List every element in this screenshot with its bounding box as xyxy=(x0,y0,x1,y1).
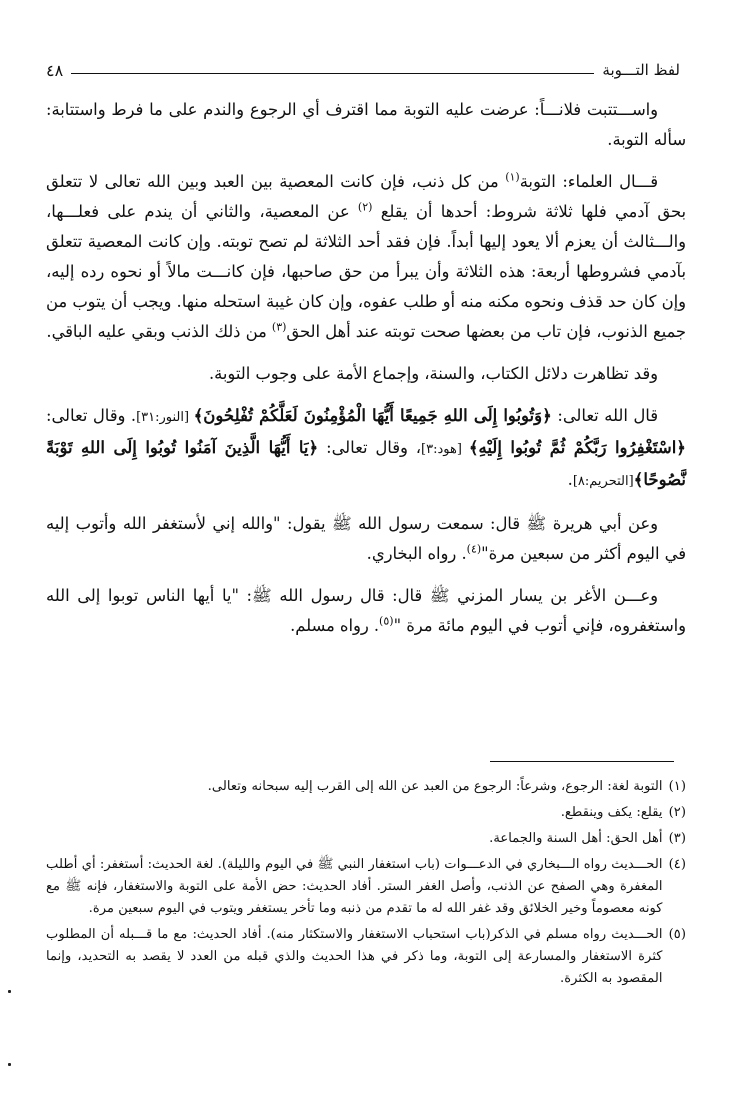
paragraph-scholars: قـــال العلماء: التوبة$^{(١)}$ من كل ذنب، فإن كانت المعصية بين العبد وبين الله تعالى لا تتعلق بحق آدمي فلها ثلاثة شروط: أحدها أن يقلع $^{(٢)}$ عن المعصية، والثاني أن يندم على فعلـــها، والـــثالث أن يعزم ألا يعود إليها أبداً. فإن فقد أحد الثلاثة لم تصح توبته. وإن كانت المعصية تتعلق بآدمي فشروطها أربعة: هذه الثلاثة وأن يبرأ من حق صاحبها، فإن كانـــت مالاً أو نحوه رده إليه، وإن كان حد قذف ونحوه مكنه منه أو طلب عفوه، وإن كان غيبة استحله منها. ويجب أن يتوب من جميع الذنوب، فإن تاب من بعضها صحت توبته عند أهل الحق$^{(٣)}$ من ذلك الذنب وبقي عليه الباقي. xyxy=(46,170,686,341)
scan-mark xyxy=(8,1063,11,1066)
ayah-tahrim: ﴿يَا أَيُّهَا الَّذِينَ آمَنُوا تُوبُوا إِلَى اللهِ تَوْبَةً نَّصُوحًا﴾ xyxy=(46,438,686,489)
ayah-hud: ﴿اسْتَغْفِرُوا رَبَّكُمْ ثُمَّ تُوبُوا إِلَيْهِ﴾ xyxy=(468,438,686,457)
footnote-text: أهل الحق: أهل السنة والجماعة. xyxy=(489,831,663,846)
paragraph-quran-verses: قال الله تعالى: ﴿وَتُوبُوا إِلَى اللهِ جَمِيعًا أَيُّهَا الْمُؤْمِنُونَ لَعَلَّكُمْ تُفْلِحُونَ﴾ [النور:٣١]. وقال تعالى: ﴿اسْتَغْفِرُوا رَبَّكُمْ ثُمَّ تُوبُوا إِلَيْهِ﴾ [هود:٣]، وقال تعالى: ﴿يَا أَيُّهَا الَّذِينَ آمَنُوا تُوبُوا إِلَى اللهِ تَوْبَةً نَّصُوحًا﴾[التحريم:٨]. xyxy=(46,406,686,489)
note-ref-3: (٣) xyxy=(271,320,287,334)
paragraph-hadith-abu-hurayra: وعن أبي هريرة ﷺ قال: سمعت رسول الله ﷺ يقول: "والله إني لأستغفر الله وأتوب إليه في اليوم أكثر من سبعين مرة"$^{(٤)}$. رواه البخاري. xyxy=(46,514,686,563)
footnote-item xyxy=(46,776,686,798)
footnote-text: الحـــديث رواه الـــبخاري في الدعـــوات (باب استغفار النبي ﷺ في اليوم والليلة). لغة الحديث: أستغفر: أي أطلب المغفرة وهي الصفح عن الذنب، وأصل الغفر الستر. أفاد الحديث: حض الأمة على التوبة والاستغفار، فإنه ﷺ مع كونه معصوماً وخير الخلائق وقد غفر الله له ما تقدم من ذنبه وما تأخر يستغفر ويتوب في اليوم سبعين مرة. xyxy=(46,857,663,916)
note-ref-2: (٢) xyxy=(357,200,373,214)
footnote-item xyxy=(46,828,686,850)
ayah-nur: ﴿وَتُوبُوا إِلَى اللهِ جَمِيعًا أَيُّهَا الْمُؤْمِنُونَ لَعَلَّكُمْ تُفْلِحُونَ﴾ xyxy=(193,406,552,425)
footnote-separator xyxy=(490,761,674,762)
paragraph-definition: واســـتتبت فلانـــاً: عرضت عليه التوبة مما اقترف أي الرجوع والندم على ما فرط واستتابة: سأله التوبة. xyxy=(46,100,686,149)
paragraph-evidence: وقد تظاهرت دلائل الكتاب، والسنة، وإجماع الأمة على وجوب التوبة. xyxy=(209,364,658,383)
scan-mark xyxy=(8,990,11,993)
page-header xyxy=(46,58,680,82)
footnotes xyxy=(46,776,686,994)
ref-hud: [هود:٣] xyxy=(421,442,469,457)
footnote-text: يقلع: يكف وينقطع. xyxy=(560,805,663,820)
header-rule xyxy=(71,73,594,74)
ref-tahrim: [التحريم:٨] xyxy=(572,474,634,489)
paragraph-hadith-aghar: وعـــن الأغر بن يسار المزني ﷺ قال: قال رسول الله ﷺ: "يا أيها الناس توبوا إلى الله واستغفروه، فإني أتوب في اليوم مائة مرة "$^{(٥)}$. رواه مسلم. xyxy=(46,586,686,635)
ref-nur: [النور:٣١] xyxy=(136,410,194,425)
running-title: لفظ التـــوبة xyxy=(602,61,680,79)
main-text xyxy=(46,95,686,653)
footnote-number: (١) xyxy=(668,779,686,794)
note-ref-5: (٥) xyxy=(379,614,394,628)
footnote-number: (٥) xyxy=(668,927,686,942)
footnote-number: (٤) xyxy=(668,857,686,872)
footnote-number: (٢) xyxy=(668,805,686,820)
footnote-item xyxy=(46,802,686,824)
page-number: ٤٨ xyxy=(46,60,64,80)
footnote-text: التوبة لغة: الرجوع، وشرعاً: الرجوع من العبد عن الله إلى القرب إليه سبحانه وتعالى. xyxy=(207,779,663,794)
footnote-number: (٣) xyxy=(668,831,686,846)
note-ref-4: (٤) xyxy=(466,542,482,556)
footnote-item xyxy=(46,924,686,990)
note-ref-1: (١) xyxy=(505,170,520,184)
footnote-item xyxy=(46,854,686,920)
footnote-text: الحـــديث رواه مسلم في الذكر(باب استحباب الاستغفار والاستكثار منه). أفاد الحديث: مع ما قـــبله أن المطلوب كثرة الاستغفار والمسارعة إلى التوبة، وما ذكر في هذا الحديث والذي قبله من العدد لا يقصد به التحديد، وإنما المقصود به الكثرة. xyxy=(46,927,663,986)
